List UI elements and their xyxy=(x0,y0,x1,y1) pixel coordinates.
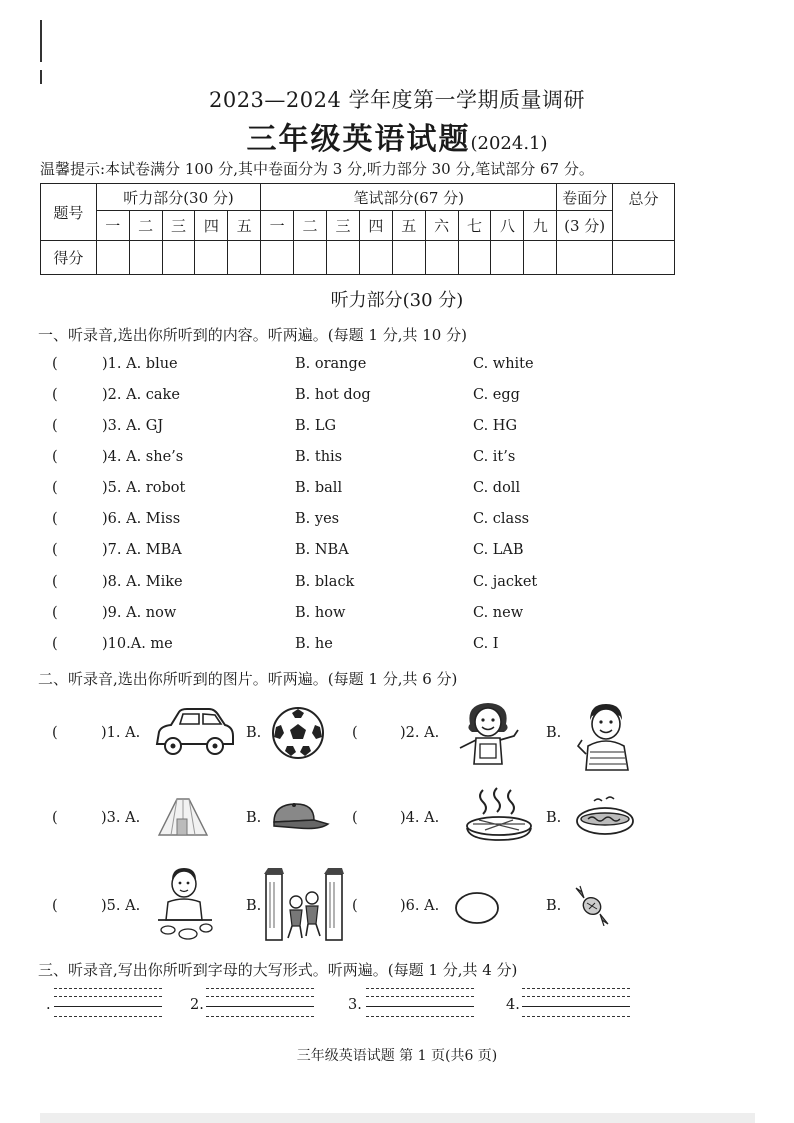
score-cell[interactable] xyxy=(458,241,491,275)
picture-question-label: )5. A. xyxy=(101,898,141,914)
option-a: )5. A. robot xyxy=(102,480,186,496)
score-cell[interactable] xyxy=(129,241,162,275)
question-row xyxy=(52,542,612,566)
answer-paren[interactable]: ( xyxy=(52,511,58,527)
score-cell[interactable] xyxy=(228,241,261,275)
answer-paren[interactable]: ( xyxy=(52,418,58,434)
answer-paren[interactable]: ( xyxy=(352,810,358,826)
option-c: C. doll xyxy=(473,480,521,496)
option-a: )1. A. blue xyxy=(102,356,178,372)
picture-question-label: )3. A. xyxy=(101,810,141,826)
answer-paren[interactable]: ( xyxy=(52,387,58,403)
score-col: 五 xyxy=(228,211,261,241)
option-c: C. white xyxy=(473,356,534,372)
hotdog-icon[interactable] xyxy=(574,795,636,839)
score-col: 一 xyxy=(261,211,294,241)
letter-blank-number: . xyxy=(46,997,51,1013)
picture-question-label: )1. A. xyxy=(101,725,141,741)
picture-question-label: )6. A. xyxy=(400,898,440,914)
option-a: )8. A. Mike xyxy=(102,574,183,590)
score-header-neat-sub: (3 分) xyxy=(557,211,613,241)
score-cell[interactable] xyxy=(327,241,360,275)
answer-paren[interactable]: ( xyxy=(52,636,58,652)
answer-paren[interactable]: ( xyxy=(52,449,58,465)
score-col: 五 xyxy=(392,211,425,241)
question-row xyxy=(52,387,612,411)
egg-icon[interactable] xyxy=(454,890,500,926)
part1-title: 一、听录音,选出你所听到的内容。听两遍。(每题 1 分,共 10 分) xyxy=(38,326,467,344)
letter-writing-lines[interactable] xyxy=(522,988,630,1018)
option-c: C. I xyxy=(473,636,499,652)
page-footer: 三年级英语试题 第 1 页(共6 页) xyxy=(296,1048,498,1064)
option-b: B. he xyxy=(295,636,333,652)
score-row-label: 得分 xyxy=(41,241,97,275)
option-a: )9. A. now xyxy=(102,605,177,621)
question-row xyxy=(52,605,612,629)
score-col: 九 xyxy=(524,211,557,241)
part3-title: 三、听录音,写出你所听到字母的大写形式。听两遍。(每题 1 分,共 4 分) xyxy=(38,961,518,979)
answer-paren[interactable]: ( xyxy=(52,605,58,621)
score-cell[interactable] xyxy=(162,241,195,275)
answer-paren[interactable]: ( xyxy=(352,725,358,741)
option-c: C. new xyxy=(473,605,524,621)
answer-paren[interactable]: ( xyxy=(52,810,58,826)
score-table xyxy=(40,183,675,275)
edge-mark xyxy=(40,20,42,62)
answer-paren[interactable]: ( xyxy=(52,542,58,558)
question-row xyxy=(52,356,612,380)
picture-option-label: B. xyxy=(246,810,262,826)
score-col: 四 xyxy=(195,211,228,241)
exam-tip: 温馨提示:本试卷满分 100 分,其中卷面分为 3 分,听力部分 30 分,笔试部分 67 分。 xyxy=(40,160,594,178)
option-c: C. LAB xyxy=(473,542,524,558)
score-header-listening: 听力部分(30 分) xyxy=(96,184,260,211)
picture-option-label: B. xyxy=(246,898,262,914)
picture-question-label: )2. A. xyxy=(400,725,440,741)
score-col: 四 xyxy=(359,211,392,241)
answer-paren[interactable]: ( xyxy=(52,898,58,914)
option-b: B. orange xyxy=(295,356,367,372)
question-row xyxy=(52,418,612,442)
letter-blank-number: 3. xyxy=(348,997,362,1013)
letter-writing-lines[interactable] xyxy=(206,988,314,1018)
option-b: B. how xyxy=(295,605,346,621)
score-header-writing: 笔试部分(67 分) xyxy=(261,184,557,211)
score-col: 二 xyxy=(294,211,327,241)
score-col: 三 xyxy=(162,211,195,241)
option-a: )7. A. MBA xyxy=(102,542,182,558)
boy-eating-icon[interactable] xyxy=(150,866,220,944)
score-cell[interactable] xyxy=(96,241,129,275)
option-b: B. NBA xyxy=(295,542,349,558)
answer-paren[interactable]: ( xyxy=(52,356,58,372)
letter-blank-number: 2. xyxy=(190,997,204,1013)
score-cell[interactable] xyxy=(425,241,458,275)
score-col: 三 xyxy=(327,211,360,241)
score-cell[interactable] xyxy=(359,241,392,275)
option-a: )4. A. she’s xyxy=(102,449,184,465)
score-header-neat: 卷面分 xyxy=(557,184,613,211)
bottom-strip xyxy=(40,1113,755,1123)
score-col: 二 xyxy=(129,211,162,241)
exam-title xyxy=(0,114,794,158)
letter-blank-number: 4. xyxy=(506,997,520,1013)
boy-icon[interactable] xyxy=(572,698,638,772)
option-b: B. yes xyxy=(295,511,340,527)
tent-icon[interactable] xyxy=(155,795,211,841)
answer-paren[interactable]: ( xyxy=(52,725,58,741)
football-icon[interactable] xyxy=(270,705,326,761)
picture-option-label: B. xyxy=(546,725,562,741)
cap-icon[interactable] xyxy=(268,800,330,834)
option-c: C. it’s xyxy=(473,449,516,465)
score-col: 六 xyxy=(425,211,458,241)
option-b: B. ball xyxy=(295,480,343,496)
option-b: B. this xyxy=(295,449,343,465)
picture-option-label: B. xyxy=(246,725,262,741)
score-cell[interactable] xyxy=(491,241,524,275)
option-a: )6. A. Miss xyxy=(102,511,181,527)
score-col: 八 xyxy=(491,211,524,241)
score-cell[interactable] xyxy=(557,241,613,275)
exam-title-text: 三年级英语试题 xyxy=(246,122,471,157)
score-cell[interactable] xyxy=(261,241,294,275)
picture-question-label: )4. A. xyxy=(400,810,440,826)
option-c: C. HG xyxy=(473,418,518,434)
score-col: 一 xyxy=(96,211,129,241)
score-cell-total[interactable] xyxy=(613,241,675,275)
score-col: 七 xyxy=(458,211,491,241)
answer-paren[interactable]: ( xyxy=(52,480,58,496)
school-icon[interactable] xyxy=(262,866,346,942)
candy-icon[interactable] xyxy=(572,884,612,926)
letter-writing-lines[interactable] xyxy=(366,988,474,1018)
option-c: C. jacket xyxy=(473,574,538,590)
option-a: )2. A. cake xyxy=(102,387,180,403)
question-row xyxy=(52,449,612,473)
option-a: )3. A. GJ xyxy=(102,418,164,434)
picture-option-label: B. xyxy=(546,898,562,914)
car-icon[interactable] xyxy=(153,706,235,758)
question-row xyxy=(52,480,612,504)
option-c: C. class xyxy=(473,511,530,527)
score-header-total: 总分 xyxy=(613,184,675,241)
letter-writing-lines[interactable] xyxy=(54,988,162,1018)
question-row xyxy=(52,574,612,598)
answer-paren[interactable]: ( xyxy=(352,898,358,914)
option-b: B. black xyxy=(295,574,355,590)
option-b: B. hot dog xyxy=(295,387,371,403)
score-header-no: 题号 xyxy=(41,184,97,241)
answer-paren[interactable]: ( xyxy=(52,574,58,590)
pie-icon[interactable] xyxy=(463,786,535,848)
score-cell[interactable] xyxy=(195,241,228,275)
score-cell[interactable] xyxy=(524,241,557,275)
score-cell[interactable] xyxy=(392,241,425,275)
girl-icon[interactable] xyxy=(452,698,524,770)
question-row xyxy=(52,511,612,535)
picture-option-label: B. xyxy=(546,810,562,826)
question-row xyxy=(52,636,612,660)
option-c: C. egg xyxy=(473,387,520,403)
score-cell[interactable] xyxy=(294,241,327,275)
part2-title: 二、听录音,选出你所听到的图片。听两遍。(每题 1 分,共 6 分) xyxy=(38,670,458,688)
option-b: B. LG xyxy=(295,418,337,434)
exam-date: (2024.1) xyxy=(470,133,548,154)
exam-period-title: 2023—2024 学年度第一学期质量调研 xyxy=(208,88,586,112)
edge-mark xyxy=(40,70,42,84)
option-a: )10.A. me xyxy=(102,636,173,652)
section-title-listening: 听力部分(30 分) xyxy=(330,290,464,311)
